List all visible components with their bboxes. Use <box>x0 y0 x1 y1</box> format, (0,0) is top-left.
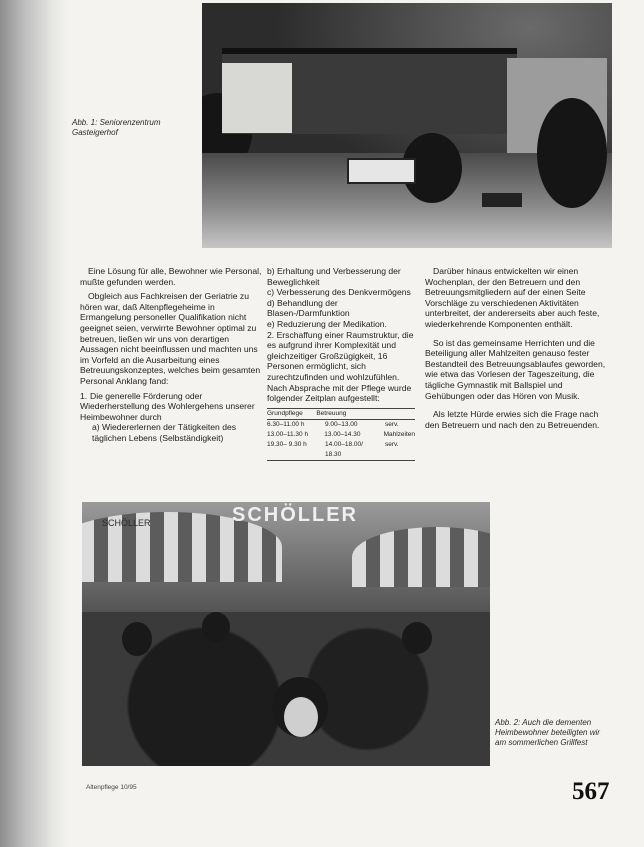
text-column-right <box>425 266 611 438</box>
list-item <box>267 330 415 383</box>
list-text: Erhaltung und Verbesserung der Beweglichkeit <box>267 266 401 287</box>
journal-footer: Altenpflege 10/95 <box>86 784 137 791</box>
list-number: 2. <box>267 329 275 340</box>
text-column-left <box>80 266 262 444</box>
schedule-header <box>366 410 415 418</box>
person-face <box>284 697 318 737</box>
list-text: Verbesserung des Denkvermögens <box>276 287 411 298</box>
schedule-row <box>267 450 415 460</box>
caption-fig2: Abb. 2: Auch die dementen Heimbewohner beteiligten wir am sommerlichen Grillfest <box>495 718 600 747</box>
photo-grillfest <box>82 502 490 766</box>
person-head <box>202 612 230 642</box>
schedule-cell: 18.30 <box>325 450 342 458</box>
schedule-table <box>267 408 415 461</box>
schedule-cell <box>267 451 325 459</box>
paragraph: So ist das gemeinsame Herrichten und die Beteiligung aller Mahlzeiten genauso fester Bestandteil des Betreuungsablaufes geworden, wie etwa das Vorlesen der Tageszeitung, die tägliche Gymnastik mit Ballspiel und Gehübungen oder das Hören von Musik. <box>425 337 606 401</box>
list-letter: b) <box>267 266 275 276</box>
list-subitem <box>267 319 415 330</box>
list-subitem <box>267 287 415 298</box>
schedule-cell: 6.30–11.00 h <box>267 420 305 428</box>
list-letter: e) <box>267 318 275 329</box>
concept-list <box>80 391 262 444</box>
list-text: Behandlung der Blasen-/Darmfunktion <box>267 297 350 319</box>
schedule-cell: 13.00–14.30 <box>324 430 361 438</box>
list-subitem <box>267 266 415 287</box>
schedule-cell: serv. <box>385 420 399 428</box>
parasol-brand-text: SCHÖLLER <box>232 504 358 526</box>
list-text: Erschaffung einer Raumstruktur, die es aufgrund ihrer Komplexität und gleichzeitiger Großzügigkeit, 16 Personen ermöglicht, sich zurechtzufinden und wohlzufühlen. <box>267 329 414 382</box>
list-letter: d) <box>267 297 275 308</box>
schedule-cell: 9.00–13.00 <box>325 420 358 428</box>
caption-fig1: Abb. 1: Seniorenzentrum Gasteigerhof <box>72 118 161 137</box>
book-spine-shadow <box>0 0 70 847</box>
schedule-header: Betreuung <box>316 409 347 417</box>
paragraph: Darüber hinaus entwickelten wir einen Wochenplan, der den Betreuern und den Betreuungsmitgliedern auf der einen Seite Vorschläge zu verschiedenen Aktivitäten unterbreitet, der andererseits aber auch feste, wiederkehrende Komponenten enthält. <box>425 266 600 329</box>
schedule-cell <box>385 451 415 459</box>
paragraph: Obgleich aus Fachkreisen der Geriatrie zu hören war, daß Altenpflegeheime in Ermangelung personeller Qualifikation nicht geeignet seien, verwirrte Bewohner optimal zu betreuen, ließen wir uns von derartigen Aussagen nicht beeinflussen und machten uns im Vorfeld an die Ausarbeitung eines Betreuungskonzeptes, welches beim gesamten Personal Anklang fand: <box>80 291 261 386</box>
list-text: Die generelle Förderung oder Wiederherstellung des Wohlergehens unserer Heimbewohner durch <box>80 390 255 422</box>
schedule-header-row <box>267 409 415 420</box>
schedule-cell: 13.00–11.30 h <box>267 430 309 438</box>
paragraph: Nach Absprache mit der Pflege wurde folgender Zeitplan aufgestellt: <box>267 382 412 404</box>
list-subitem <box>92 422 262 443</box>
garden-sign <box>347 158 416 184</box>
list-number: 1. <box>80 390 88 401</box>
list-text: Reduzierung der Medikation. <box>277 318 387 329</box>
parasol-right <box>352 527 490 587</box>
parasol-brand-text-small: SCHÖLLER <box>102 518 151 528</box>
schedule-header: Grundpflege <box>267 409 303 417</box>
list-subitem <box>267 298 415 319</box>
list-letter: c) <box>267 287 275 298</box>
bench <box>482 193 522 207</box>
photo-seniorenzentrum <box>202 3 612 248</box>
text-column-middle <box>267 266 415 461</box>
tree-shape <box>537 98 607 208</box>
page-number: 567 <box>572 778 610 805</box>
schedule-cell: 14.00–18.00/ <box>325 440 363 448</box>
person-head <box>402 622 432 654</box>
list-item <box>80 391 262 423</box>
schedule-row <box>267 420 415 430</box>
schedule-row <box>267 440 415 450</box>
list-text: Wiedererlernen der Tätigkeiten des täglichen Lebens (Selbständigkeit) <box>92 422 237 443</box>
paragraph: Als letzte Hürde erwies sich die Frage nach den Betreuern und nach den zu Betreuenden. <box>425 409 600 430</box>
person-head <box>122 622 152 656</box>
schedule-cell: 19.30– 9.30 h <box>267 440 307 448</box>
schedule-cell: Mahlzeiten <box>383 430 415 438</box>
schedule-cell: serv. <box>385 440 399 448</box>
list-letter: a) <box>92 422 100 433</box>
schedule-row <box>267 430 415 440</box>
house-white-facade <box>222 63 292 133</box>
paragraph: Eine Lösung für alle, Bewohner wie Personal, mußte gefunden werden. <box>80 266 262 287</box>
